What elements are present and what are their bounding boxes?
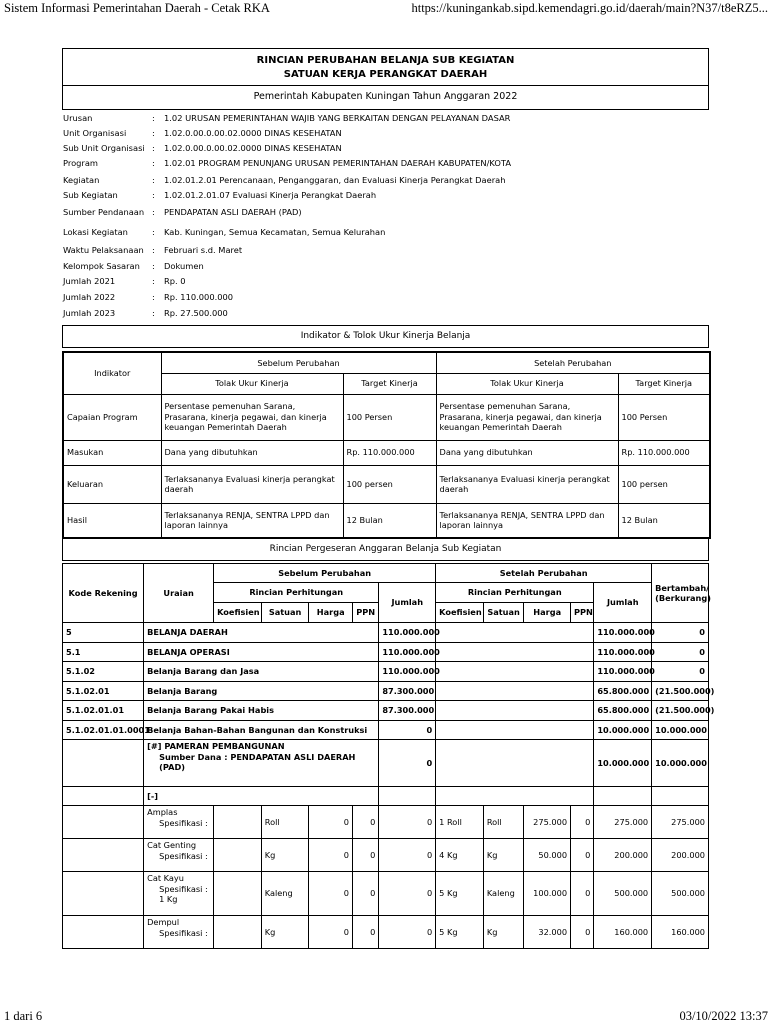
item-row [63, 839, 709, 872]
jumlah-sebelum-cell: 110.000.000 [379, 642, 436, 662]
empty-cell [436, 787, 594, 806]
info-label: Urusan [63, 113, 93, 123]
indikator-cell-g2: 12 Bulan [618, 503, 710, 538]
jumlah-setelah-cell: 500.000 [594, 872, 652, 916]
indikator-row [63, 503, 710, 538]
col-jumlah-2: Jumlah [594, 583, 652, 623]
info-colon: : [152, 308, 155, 318]
col-indikator: Indikator [63, 352, 161, 394]
empty-cell [63, 806, 144, 839]
col-harga-2: Harga [524, 603, 571, 623]
empty-cell [436, 623, 594, 643]
satuan-cell: Kg [483, 839, 524, 872]
indikator-section-title: Indikator & Tolok Ukur Kinerja Belanja [62, 325, 709, 348]
info-value: 1.02.01.2.01.07 Evaluasi Kinerja Perangkat Daerah [164, 190, 377, 200]
satuan-cell: Kg [261, 839, 309, 872]
empty-cell [594, 787, 652, 806]
empty-cell [63, 872, 144, 916]
print-footer [4, 1009, 768, 1024]
col-tolak-1: Tolak Ukur Kinerja [161, 373, 343, 394]
col-setelah: Setelah Perubahan [436, 564, 652, 583]
info-value: Februari s.d. Maret [164, 245, 243, 255]
info-colon: : [152, 158, 155, 168]
info-value: 1.02.0.00.0.00.02.0000 DINAS KESEHATAN [164, 143, 342, 153]
bertambah-cell: 10.000.000 [652, 740, 709, 787]
empty-cell [436, 740, 594, 787]
item-uraian-cell [144, 916, 214, 949]
info-label: Sub Kegiatan [63, 190, 118, 200]
jumlah-setelah-cell: 65.800.000 [594, 681, 652, 701]
harga-cell: 0 [309, 916, 353, 949]
col-tolak-2: Tolak Ukur Kinerja [436, 373, 618, 394]
info-label: Unit Organisasi [63, 128, 127, 138]
indikator-cell-g1: Rp. 110.000.000 [343, 440, 436, 465]
info-label: Jumlah 2023 [63, 308, 116, 318]
page-number: 1 dari 6 [4, 1009, 43, 1023]
bertambah-cell: 0 [652, 642, 709, 662]
info-label: Sub Unit Organisasi [63, 143, 145, 153]
info-colon: : [152, 175, 155, 185]
info-value: 1.02.01.2.01 Perencanaan, Penganggaran, dan Evaluasi Kinerja Perangkat Daerah [164, 175, 506, 185]
kode-cell: 5.1 [63, 642, 144, 662]
ppn-cell: 0 [353, 916, 379, 949]
kode-cell: 5.1.02 [63, 662, 144, 682]
item-spec-value: 1 Kg [159, 894, 178, 904]
harga-cell: 275.000 [524, 806, 571, 839]
harga-cell: 32.000 [524, 916, 571, 949]
empty-cell [63, 916, 144, 949]
empty-cell [63, 787, 144, 806]
kode-cell: 5.1.02.01.01 [63, 701, 144, 721]
empty-cell [436, 701, 594, 721]
satuan-cell: Kaleng [261, 872, 309, 916]
col-target-2: Target Kinerja [618, 373, 710, 394]
rincian-table [62, 563, 715, 949]
item-spec: Spesifikasi : [159, 927, 208, 938]
uraian-cell: Belanja Barang [144, 681, 379, 701]
koef-cell: 5 Kg [436, 872, 484, 916]
info-value: Rp. 0 [164, 276, 186, 286]
jumlah-sebelum-cell: 0 [379, 740, 436, 787]
indikator-cell-ind: Capaian Program [63, 394, 161, 440]
indikator-cell-t1: Dana yang dibutuhkan [161, 440, 343, 465]
info-label: Waktu Pelaksanaan [63, 245, 144, 255]
item-uraian-cell [144, 872, 214, 916]
dash-cell: [-] [144, 787, 379, 806]
report-title-line2: SATUAN KERJA PERANGKAT DAERAH [283, 69, 488, 80]
col-satuan-1: Satuan [261, 603, 309, 623]
col-koef-1: Koefisien [214, 603, 262, 623]
indikator-row [63, 394, 710, 440]
uraian-cell: BELANJA DAERAH [144, 623, 379, 643]
rekening-row [63, 623, 709, 643]
info-colon: : [152, 207, 155, 217]
col-harga-1: Harga [309, 603, 353, 623]
jumlah-sebelum-cell: 87.300.000 [379, 701, 436, 721]
harga-cell: 100.000 [524, 872, 571, 916]
report-title-box [62, 48, 709, 86]
pemda-title: Pemerintah Kabupaten Kuningan Tahun Anggaran 2022 [62, 86, 709, 110]
col-ppn-1: PPN [353, 603, 379, 623]
info-value: PENDAPATAN ASLI DAERAH (PAD) [164, 207, 302, 217]
group-uraian-cell [144, 740, 379, 787]
item-spec: Spesifikasi : [159, 817, 208, 828]
satuan-cell: Roll [261, 806, 309, 839]
rekening-row [63, 642, 709, 662]
indikator-cell-g2: 100 persen [618, 465, 710, 503]
col-target-1: Target Kinerja [343, 373, 436, 394]
satuan-cell: Roll [483, 806, 524, 839]
jumlah-setelah-cell: 10.000.000 [594, 740, 652, 787]
jumlah-setelah-cell: 10.000.000 [594, 720, 652, 740]
info-label: Kegiatan [63, 175, 100, 185]
ppn-cell: 0 [571, 806, 594, 839]
empty-cell [436, 681, 594, 701]
empty-cell [436, 720, 594, 740]
rekening-row [63, 720, 709, 740]
jumlah-sebelum-cell: 110.000.000 [379, 623, 436, 643]
indikator-cell-t2: Persentase pemenuhan Sarana, Prasarana, kinerja pegawai, dan kinerja keuangan Pemerintah Daerah [436, 394, 618, 440]
indikator-row [63, 465, 710, 503]
harga-cell: 0 [309, 806, 353, 839]
info-colon: : [152, 143, 155, 153]
bertambah-cell: 0 [652, 623, 709, 643]
rekening-row [63, 681, 709, 701]
jumlah-setelah-cell: 160.000 [594, 916, 652, 949]
col-jumlah-1: Jumlah [379, 583, 436, 623]
koef-cell: 5 Kg [436, 916, 484, 949]
indikator-table [62, 351, 711, 539]
ppn-cell: 0 [353, 872, 379, 916]
indikator-cell-t1: Persentase pemenuhan Sarana, Prasarana, kinerja pegawai, dan kinerja keuangan Pemerintah Daerah [161, 394, 343, 440]
jumlah-setelah-cell: 110.000.000 [594, 662, 652, 682]
info-value: Rp. 27.500.000 [164, 308, 228, 318]
uraian-cell: Belanja Barang Pakai Habis [144, 701, 379, 721]
uraian-cell: BELANJA OPERASI [144, 642, 379, 662]
rincian-section-title: Rincian Pergeseran Anggaran Belanja Sub Kegiatan [62, 538, 709, 561]
empty-cell [63, 740, 144, 787]
harga-cell: 50.000 [524, 839, 571, 872]
info-colon: : [152, 292, 155, 302]
group-row [63, 740, 709, 787]
print-header [4, 0, 768, 16]
jumlah-sebelum-cell: 0 [379, 872, 436, 916]
info-value: Rp. 110.000.000 [164, 292, 234, 302]
indikator-cell-t1: Terlaksananya Evaluasi kinerja perangkat daerah [161, 465, 343, 503]
koef-cell [214, 916, 262, 949]
item-spec: Spesifikasi : [159, 883, 208, 894]
ppn-cell: 0 [571, 872, 594, 916]
indikator-cell-ind: Masukan [63, 440, 161, 465]
info-value: Dokumen [164, 261, 204, 271]
info-label: Jumlah 2021 [63, 276, 116, 286]
jumlah-sebelum-cell: 0 [379, 720, 436, 740]
jumlah-sebelum-cell: 110.000.000 [379, 662, 436, 682]
empty-cell [436, 642, 594, 662]
empty-cell [436, 662, 594, 682]
group-line1: [#] PAMERAN PEMBANGUNAN [147, 741, 285, 751]
item-row [63, 916, 709, 949]
page-title: Sistem Informasi Pemerintahan Daerah - Cetak RKA [4, 1, 270, 15]
item-row [63, 872, 709, 916]
item-uraian-cell [144, 806, 214, 839]
indikator-cell-ind: Keluaran [63, 465, 161, 503]
jumlah-sebelum-cell: 87.300.000 [379, 681, 436, 701]
koef-cell [214, 839, 262, 872]
group-line3: (PAD) [159, 762, 185, 772]
col-rincian-2: Rincian Perhitungan [436, 583, 594, 603]
jumlah-setelah-cell: 110.000.000 [594, 642, 652, 662]
info-label: Program [63, 158, 99, 168]
indikator-cell-t2: Dana yang dibutuhkan [436, 440, 618, 465]
info-value: 1.02 URUSAN PEMERINTAHAN WAJIB YANG BERKAITAN DENGAN PELAYANAN DASAR [164, 113, 511, 123]
col-koef-2: Koefisien [436, 603, 484, 623]
indikator-cell-g2: 100 Persen [618, 394, 710, 440]
indikator-cell-ind: Hasil [63, 503, 161, 538]
ppn-cell: 0 [571, 916, 594, 949]
item-spec: Spesifikasi : [159, 850, 208, 861]
jumlah-setelah-cell: 110.000.000 [594, 623, 652, 643]
indikator-cell-t2: Terlaksananya RENJA, SENTRA LPPD dan laporan lainnya [436, 503, 618, 538]
item-name: Cat Genting [147, 840, 197, 850]
info-colon: : [152, 276, 155, 286]
group-line2: Sumber Dana : PENDAPATAN ASLI DAERAH [159, 751, 356, 762]
item-uraian-cell [144, 839, 214, 872]
koef-cell [214, 872, 262, 916]
bertambah-cell: (21.500.000) [652, 701, 709, 721]
empty-cell [379, 787, 436, 806]
info-value: 1.02.01 PROGRAM PENUNJANG URUSAN PEMERINTAHAN DAERAH KABUPATEN/KOTA [164, 158, 511, 168]
rekening-row [63, 701, 709, 721]
satuan-cell: Kg [261, 916, 309, 949]
bertambah-cell: 500.000 [652, 872, 709, 916]
info-colon: : [152, 245, 155, 255]
kode-cell: 5.1.02.01 [63, 681, 144, 701]
indikator-cell-g2: Rp. 110.000.000 [618, 440, 710, 465]
satuan-cell: Kaleng [483, 872, 524, 916]
indikator-cell-g1: 100 Persen [343, 394, 436, 440]
koef-cell: 1 Roll [436, 806, 484, 839]
info-label: Sumber Pendanaan [63, 207, 145, 217]
col-sebelum: Sebelum Perubahan [161, 352, 436, 373]
item-name: Amplas [147, 807, 178, 817]
empty-cell [63, 839, 144, 872]
indikator-cell-g1: 100 persen [343, 465, 436, 503]
bertambah-cell: 0 [652, 662, 709, 682]
bertambah-cell: 200.000 [652, 839, 709, 872]
uraian-cell: Belanja Barang dan Jasa [144, 662, 379, 682]
harga-cell: 0 [309, 839, 353, 872]
rekening-row [63, 662, 709, 682]
col-setelah: Setelah Perubahan [436, 352, 710, 373]
indikator-cell-g1: 12 Bulan [343, 503, 436, 538]
info-value: 1.02.0.00.0.00.02.0000 DINAS KESEHATAN [164, 128, 342, 138]
koef-cell [214, 806, 262, 839]
uraian-cell: Belanja Bahan-Bahan Bangunan dan Konstruksi [144, 720, 379, 740]
col-bertambah: Bertambah/ (Berkurang) [652, 564, 709, 623]
info-label: Lokasi Kegiatan [63, 227, 128, 237]
ppn-cell: 0 [353, 806, 379, 839]
info-label: Kelompok Sasaran [63, 261, 140, 271]
bertambah-cell: 10.000.000 [652, 720, 709, 740]
col-satuan-2: Satuan [483, 603, 524, 623]
jumlah-sebelum-cell: 0 [379, 839, 436, 872]
col-uraian: Uraian [144, 564, 214, 623]
indikator-cell-t2: Terlaksananya Evaluasi kinerja perangkat daerah [436, 465, 618, 503]
harga-cell: 0 [309, 872, 353, 916]
info-label: Jumlah 2022 [63, 292, 116, 302]
col-rincian-1: Rincian Perhitungan [214, 583, 379, 603]
kode-cell: 5.1.02.01.01.0001 [63, 720, 144, 740]
bertambah-cell: 160.000 [652, 916, 709, 949]
bertambah-cell: (21.500.000) [652, 681, 709, 701]
info-colon: : [152, 190, 155, 200]
print-datetime: 03/10/2022 13:37 [679, 1009, 768, 1023]
empty-cell [652, 787, 709, 806]
koef-cell: 4 Kg [436, 839, 484, 872]
dash-row [63, 787, 709, 806]
ppn-cell: 0 [353, 839, 379, 872]
jumlah-setelah-cell: 65.800.000 [594, 701, 652, 721]
page-url[interactable]: https://kuningankab.sipd.kemendagri.go.id/daerah/main?N37/t8eRZ5... [411, 1, 768, 15]
jumlah-setelah-cell: 200.000 [594, 839, 652, 872]
col-kode: Kode Rekening [63, 564, 144, 623]
bertambah-cell: 275.000 [652, 806, 709, 839]
jumlah-setelah-cell: 275.000 [594, 806, 652, 839]
info-colon: : [152, 128, 155, 138]
kode-cell: 5 [63, 623, 144, 643]
info-colon: : [152, 113, 155, 123]
report-title-line1: RINCIAN PERUBAHAN BELANJA SUB KEGIATAN [256, 55, 515, 66]
info-list [63, 113, 709, 323]
ppn-cell: 0 [571, 839, 594, 872]
indikator-row [63, 440, 710, 465]
indikator-cell-t1: Terlaksananya RENJA, SENTRA LPPD dan laporan lainnya [161, 503, 343, 538]
col-sebelum: Sebelum Perubahan [214, 564, 436, 583]
jumlah-sebelum-cell: 0 [379, 806, 436, 839]
item-name: Cat Kayu [147, 873, 184, 883]
item-name: Dempul [147, 917, 180, 927]
info-colon: : [152, 227, 155, 237]
satuan-cell: Kg [483, 916, 524, 949]
item-row [63, 806, 709, 839]
col-ppn-2: PPN [571, 603, 594, 623]
info-value: Kab. Kuningan, Semua Kecamatan, Semua Kelurahan [164, 227, 386, 237]
info-colon: : [152, 261, 155, 271]
jumlah-sebelum-cell: 0 [379, 916, 436, 949]
